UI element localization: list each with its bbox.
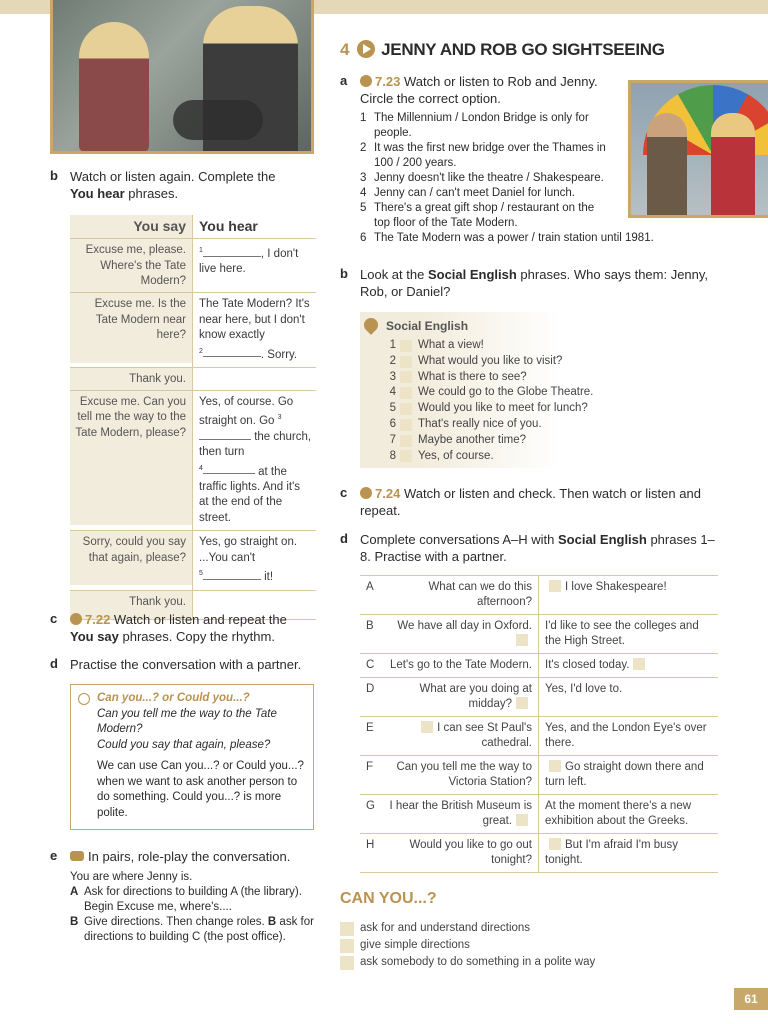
exercise-4d-instruction: Complete conversations A–H with Social English phrases 1–8. Practise with a partner.	[360, 532, 715, 564]
table-row: D What are you doing at midday? Yes, I'd love to.	[360, 677, 718, 716]
exercise-4b-letter: b	[340, 266, 348, 281]
answer-box[interactable]	[421, 721, 433, 733]
audio-icon[interactable]	[360, 487, 372, 499]
exercise-b-instruction: Watch or listen again. Complete the You hear phrases.	[70, 169, 276, 201]
answer-box[interactable]	[549, 580, 561, 592]
photo-jenny	[711, 113, 755, 218]
table-header	[70, 214, 316, 238]
table-row: Thank you.	[70, 590, 316, 620]
answer-box[interactable]	[633, 658, 645, 670]
table-row: Sorry, could you say that again, please? Yes, go straight on. ...You can't $^5$ it!	[70, 530, 316, 589]
list-item: 6 The Tate Modern was a power / train station until 1981.	[360, 232, 654, 244]
play-icon[interactable]	[357, 40, 375, 58]
you-say-you-hear-table	[70, 214, 316, 620]
audio-icon[interactable]	[70, 613, 82, 625]
audio-icon[interactable]	[360, 75, 372, 87]
answer-box[interactable]	[549, 760, 561, 772]
exercise-e-letter: e	[50, 848, 58, 863]
table-row: G I hear the British Museum is great. At the moment there's a new exhibition about the Greeks.	[360, 794, 718, 833]
list-item: ask for and understand directions	[340, 920, 595, 937]
list-item: 1 The Millennium / London Bridge is only for people.	[360, 112, 589, 139]
table-row: C Let's go to the Tate Modern. It's closed today.	[360, 653, 718, 677]
tip-title: Can you...? or Could you...?	[97, 692, 250, 704]
table-row: H Would you like to go out tonight? But I'm afraid I'm busy tonight.	[360, 833, 718, 873]
exercise-d-instruction: Practise the conversation with a partner.	[70, 657, 302, 672]
answer-box[interactable]	[400, 340, 412, 352]
photo-two-women	[50, 0, 314, 154]
exercise-4b-instruction: Look at the Social English phrases. Who says them: Jenny, Rob, or Daniel?	[360, 267, 709, 299]
table-row: Excuse me. Can you tell me the way to the Tate Modern, please? Yes, of course. Go straight on. Go $^3$ the church, then turn $^4$ at the traffic lights. And it's at the end of the street.	[70, 390, 316, 531]
list-item: 2 It was the first new bridge over the Thames in 100 / 200 years.	[360, 142, 606, 169]
tip-example-2: Could you say that again, please?	[97, 738, 271, 751]
list-item: 3 What is there to see?	[389, 370, 527, 383]
list-item: 7 Maybe another time?	[389, 433, 527, 446]
exercise-b-letter: b	[50, 168, 58, 183]
section-heading: 4 JENNY AND ROB GO SIGHTSEEING	[340, 40, 665, 59]
table-row: Excuse me, please. Where's the Tate Modern? $^1$ , I don't live here.	[70, 238, 316, 292]
exercise-e-details: You are where Jenny is. A Ask for directions to building A (the library). Begin Excuse me, where's.... B Give directions. Then change roles. B ask for directions to building C (the post office).	[70, 871, 314, 943]
table-row: Excuse me. Is the Tate Modern near here? The Tate Modern? It's near here, but I don't know exactly $^2$ . Sorry.	[70, 292, 316, 367]
social-english-box	[360, 312, 640, 468]
exercise-4c-instruction: 7.24 Watch or listen and check. Then watch or listen and repeat.	[360, 486, 701, 518]
magnifier-icon	[78, 693, 90, 705]
header-you-say: You say	[70, 215, 192, 239]
answer-box[interactable]	[400, 387, 412, 399]
exercise-4a-list	[360, 111, 660, 246]
can-you-list	[340, 920, 595, 971]
page-number: 61	[734, 988, 768, 1010]
list-item: give simple directions	[340, 937, 595, 954]
checkbox[interactable]	[340, 956, 354, 970]
exercise-4d-letter: d	[340, 531, 348, 546]
exercise-c-instruction: 7.22 Watch or listen and repeat the You say phrases. Copy the rhythm.	[70, 612, 287, 644]
blank-5[interactable]	[203, 570, 261, 580]
checkbox[interactable]	[340, 922, 354, 936]
answer-box[interactable]	[516, 697, 528, 709]
exercise-4a-instruction: 7.23 Watch or listen to Rob and Jenny. Circle the correct option.	[360, 74, 598, 106]
checkbox[interactable]	[340, 939, 354, 953]
table-row: B We have all day in Oxford. I'd like to see the colleges and the High Street.	[360, 614, 718, 653]
exercise-d-letter: d	[50, 656, 58, 671]
list-item: 5 There's a great gift shop / restaurant on the top floor of the Tate Modern.	[360, 202, 595, 229]
blank-1[interactable]	[203, 247, 261, 257]
list-item: 2 What would you like to visit?	[389, 354, 563, 367]
answer-box[interactable]	[400, 356, 412, 368]
table-row: F Can you tell me the way to Victoria Station? Go straight down there and turn left.	[360, 755, 718, 794]
blank-3[interactable]	[199, 430, 251, 440]
tip-body: We can use Can you...? or Could you...? when we want to ask another person to do something. Could you...? is more polite.	[97, 760, 304, 819]
tip-example-1: Can you tell me the way to the Tate Modern?	[97, 707, 277, 735]
photo-person-1	[79, 22, 149, 152]
can-you-heading: CAN YOU...?	[340, 890, 437, 907]
list-item: 5 Would you like to meet for lunch?	[389, 402, 588, 415]
exercise-4a-letter: a	[340, 73, 348, 88]
blank-4[interactable]	[203, 464, 255, 474]
exercise-e-instruction: In pairs, role-play the conversation.	[70, 848, 330, 865]
table-row: A What can we do this afternoon? I love Shakespeare!	[360, 575, 718, 614]
answer-box[interactable]	[516, 634, 528, 646]
grammar-tip-box	[70, 684, 314, 830]
list-item: 3 Jenny doesn't like the theatre / Shakespeare.	[360, 172, 604, 184]
blank-2[interactable]	[203, 347, 261, 357]
pair-work-icon	[70, 851, 84, 861]
list-item: 4 We could go to the Globe Theatre.	[389, 386, 594, 399]
list-item: 4 Jenny can / can't meet Daniel for lunch.	[360, 187, 575, 199]
exercise-c-letter: c	[50, 611, 58, 626]
table-row: E I can see St Paul's cathedral. Yes, and the London Eye's over there.	[360, 716, 718, 755]
answer-box[interactable]	[400, 450, 412, 462]
list-item: 6 That's really nice of you.	[389, 417, 542, 430]
conversations-table	[360, 575, 718, 873]
list-item: 1 What a view!	[389, 339, 484, 351]
answer-box[interactable]	[549, 838, 561, 850]
answer-box[interactable]	[400, 403, 412, 415]
table-row: Thank you.	[70, 367, 316, 390]
answer-box[interactable]	[516, 814, 528, 826]
answer-box[interactable]	[400, 371, 412, 383]
social-english-title: Social English	[386, 319, 469, 333]
exercise-4c-letter: c	[340, 485, 348, 500]
list-item: ask somebody to do something in a polite way	[340, 954, 595, 971]
header-you-hear: You hear	[192, 215, 316, 239]
answer-box[interactable]	[400, 419, 412, 431]
list-item: 8 Yes, of course.	[389, 449, 494, 462]
social-english-list	[384, 338, 593, 464]
pin-icon	[361, 315, 381, 335]
photo-bike	[173, 100, 263, 140]
answer-box[interactable]	[400, 435, 412, 447]
